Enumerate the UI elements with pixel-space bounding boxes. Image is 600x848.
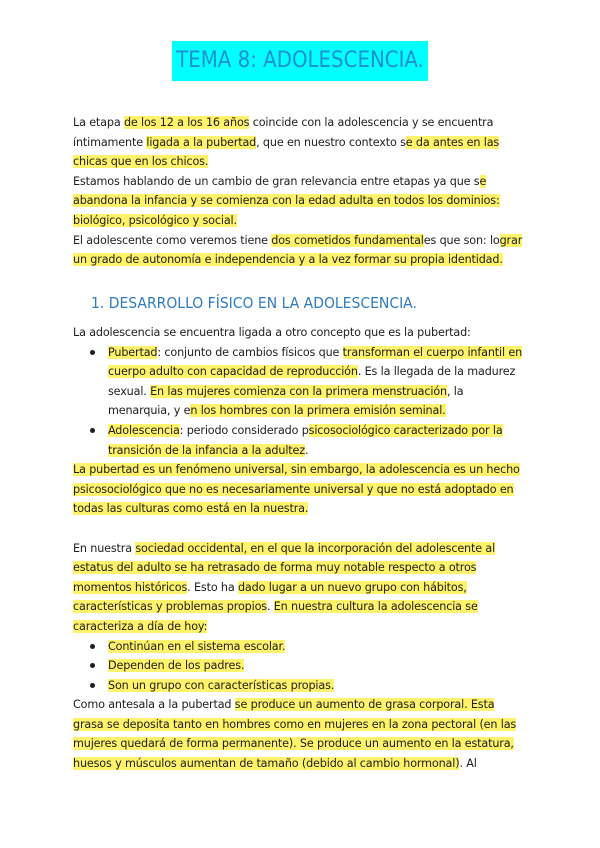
text-run: Estamos hablando de un cambio de gran relevancia entre etapas ya que s	[73, 174, 480, 188]
text-run: , la menarquia, y e	[108, 384, 464, 418]
text-run: , que en nuestro contexto s	[256, 135, 406, 149]
section-body	[73, 323, 523, 774]
occidental-paragraph	[73, 539, 523, 637]
text-run: . Al	[459, 757, 477, 771]
text-run: : periodo considerado p	[179, 423, 309, 437]
text-run: coincide con la adolescencia y se encuentra íntimamente	[73, 116, 494, 149]
intro-paragraph	[73, 113, 523, 172]
definition-item	[73, 343, 523, 421]
highlighted-text: transforman el cuerpo infantil en cuerpo adulto con capacidad de reproducción	[108, 345, 523, 379]
text-run: El adolescente como veremos tiene	[73, 233, 272, 247]
final-paragraph	[73, 695, 523, 773]
title-wrap	[0, 41, 600, 81]
intro-paragraph	[73, 231, 523, 270]
page-title: TEMA 8: ADOLESCENCIA.	[172, 41, 428, 81]
highlighted-text: e da antes en las chicas que en los chicos.	[73, 135, 500, 169]
text-run: .	[266, 600, 274, 614]
text-run: es que son: lo	[423, 233, 500, 247]
section-heading: 1. DESARROLLO FÍSICO EN LA ADOLESCENCIA.	[91, 294, 417, 312]
text-run: : conjunto de cambios físicos que	[157, 345, 343, 359]
highlighted-text: La pubertad es un fenómeno universal, sin embargo, la adolescencia es un hecho psicosociológico que no es necesariamente universal y que no está adoptado en todas las culturas como está en la nuestra.	[73, 463, 520, 516]
definition-item	[73, 421, 523, 460]
definitions-list	[73, 343, 523, 461]
text-run: .	[304, 443, 309, 457]
highlighted-text: se produce un aumento de grasa corporal. Esta grasa se deposita tanto en hombres como en mujeres en la zona pectoral (en las mujeres quedará de forma permanente). Se produce un aumento en la estatura, huesos y músculos aumentan de tamaño (debido al cambio hormonal)	[73, 698, 517, 771]
highlighted-text: En las mujeres comienza con la primera menstruación	[150, 384, 447, 398]
text-run: Como antesala a la pubertad	[73, 698, 235, 712]
highlighted-text: de los 12 a los 16 años	[123, 116, 250, 129]
highlighted-text: Dependen de los padres.	[108, 659, 245, 673]
intro-paragraph	[73, 172, 523, 231]
blank-line	[73, 519, 523, 539]
text-run: . Es la llegada de la madurez sexual.	[108, 365, 516, 398]
highlighted-text: grar un grado de autonomía e independencia y a la vez formar su propia identidad.	[73, 233, 523, 267]
highlighted-text: sociedad occidental, en el que la incorporación del adolescente al estatus del adulto se ha retrasado de forma muy notable respecto a otros momentos históricos	[73, 541, 496, 594]
highlighted-text: dos cometidos fundamental	[271, 233, 424, 247]
trait-item	[73, 637, 523, 657]
highlighted-text: Pubertad	[108, 345, 158, 359]
intro-block	[73, 113, 523, 270]
trait-item	[73, 676, 523, 696]
highlighted-text: Continúan en el sistema escolar.	[108, 639, 286, 653]
highlighted-text: En nuestra cultura la adolescencia se caracteriza a día de hoy:	[73, 600, 478, 633]
highlighted-text: ligada a la pubertad	[146, 135, 257, 149]
text-run: . Esto ha	[187, 580, 238, 594]
text-run: La adolescencia se encuentra ligada a otro concepto que es la pubertad:	[73, 326, 471, 339]
pubertad-paragraph	[73, 460, 523, 519]
section-intro-paragraph	[73, 323, 523, 343]
text-run: En nuestra	[73, 541, 136, 555]
highlighted-text: sicosociológico caracterizado por la transición de la infancia a la adultez	[108, 423, 503, 457]
highlighted-text: Adolescencia	[108, 423, 180, 437]
highlighted-text: e abandona la infancia y se comienza con la edad adulta en todos los dominios: biológico, psicológico y social.	[73, 174, 500, 227]
highlighted-text: Son un grupo con características propias.	[108, 678, 335, 692]
highlighted-text: dado lugar a un nuevo grupo con hábitos, características y problemas propios	[73, 580, 467, 614]
text-run: La etapa	[73, 116, 124, 129]
highlighted-text: n los hombres con la primera emisión seminal.	[190, 404, 446, 418]
traits-list	[73, 637, 523, 696]
trait-item	[73, 656, 523, 676]
